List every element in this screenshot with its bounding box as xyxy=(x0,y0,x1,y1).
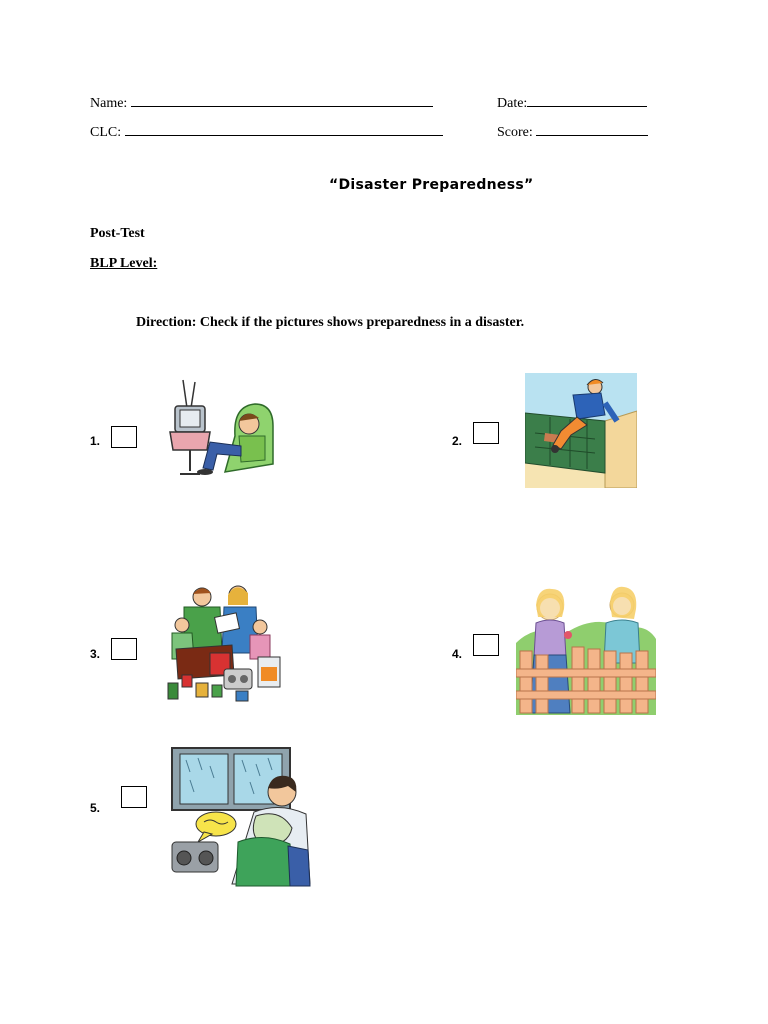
item-number-3: 3. xyxy=(90,647,101,661)
clc-field[interactable] xyxy=(90,123,443,141)
checkbox-1[interactable] xyxy=(111,426,137,448)
checkbox-4[interactable] xyxy=(473,634,499,656)
direction-text: Direction: Check if the pictures shows preparedness in a disaster. xyxy=(136,315,525,330)
checkbox-5[interactable] xyxy=(121,786,147,808)
checkbox-2[interactable] xyxy=(473,422,499,444)
women-chatting-over-fence-icon xyxy=(516,583,656,715)
score-field[interactable] xyxy=(497,123,648,141)
clc-line[interactable] xyxy=(125,123,443,136)
checkbox-3[interactable] xyxy=(111,638,137,660)
page-title: “Disaster Preparedness” xyxy=(329,177,534,193)
test-type-label: Post-Test xyxy=(90,226,145,241)
date-line[interactable] xyxy=(527,94,647,107)
name-label: Name: xyxy=(90,96,128,111)
item-number-2: 2. xyxy=(452,434,463,448)
man-fixing-roof-icon xyxy=(525,373,637,488)
clc-label: CLC: xyxy=(90,125,122,140)
man-packing-bag-during-storm-icon xyxy=(168,746,313,887)
name-field[interactable] xyxy=(90,94,433,112)
item-number-4: 4. xyxy=(452,647,463,661)
name-line[interactable] xyxy=(131,94,433,107)
blp-level-label: BLP Level: xyxy=(90,256,158,271)
date-label: Date: xyxy=(497,96,528,111)
score-line[interactable] xyxy=(536,123,648,136)
score-label: Score: xyxy=(497,125,533,140)
date-field[interactable] xyxy=(497,94,647,112)
item-number-5: 5. xyxy=(90,801,101,815)
family-packing-supplies-icon xyxy=(162,583,287,707)
man-watching-tv-icon xyxy=(155,376,295,480)
item-number-1: 1. xyxy=(90,434,101,448)
